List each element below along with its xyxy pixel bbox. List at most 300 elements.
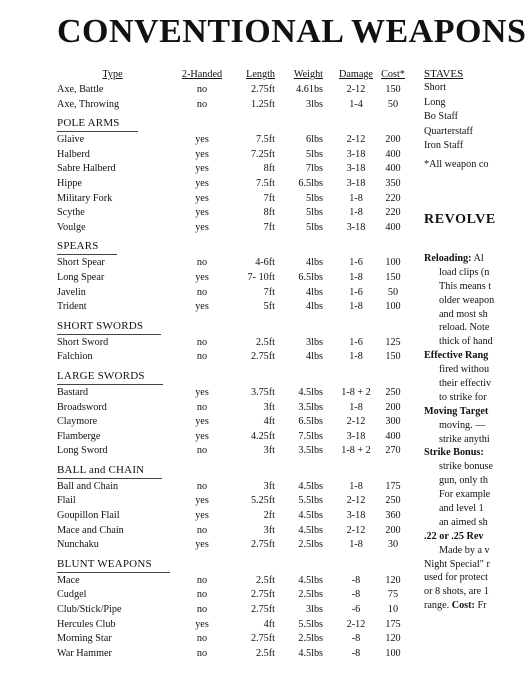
section-heading xyxy=(55,462,410,480)
cell-cost: 270 xyxy=(385,445,401,457)
cell-type: War Hammer xyxy=(57,647,112,659)
cell-type: Long Sword xyxy=(57,445,108,457)
revolvers-text-line xyxy=(424,433,499,447)
table-body xyxy=(55,83,410,661)
header-weight: Weight xyxy=(293,69,323,80)
cell-type: Halberd xyxy=(57,148,90,160)
cell-two-handed: yes xyxy=(195,207,209,219)
cell-length: 7ft xyxy=(263,286,275,298)
table-row xyxy=(55,256,410,271)
term-label: Cost: xyxy=(451,600,475,612)
cell-two-handed: no xyxy=(196,604,208,616)
revolvers-text-line xyxy=(424,544,499,558)
cell-type: Glaive xyxy=(57,134,85,146)
cell-damage: 1-8 xyxy=(349,351,363,363)
line-text: fired withou xyxy=(439,364,490,376)
cell-cost: 220 xyxy=(385,192,401,204)
weapons-table xyxy=(55,67,410,661)
cell-two-handed: yes xyxy=(195,539,209,551)
cell-damage: 3-18 xyxy=(346,430,366,442)
staves-item: Bo Staff xyxy=(424,111,459,123)
cell-two-handed: yes xyxy=(195,386,209,398)
cell-damage: 1-6 xyxy=(349,336,363,348)
cell-type: Ball and Chain xyxy=(57,480,119,492)
line-text: Made by a v xyxy=(439,544,490,556)
cell-two-handed: no xyxy=(196,589,208,601)
revolvers-text-line xyxy=(424,419,499,433)
table-row xyxy=(55,647,410,662)
revolvers-text-line xyxy=(424,571,499,585)
section-heading-label: POLE ARMS xyxy=(57,115,138,132)
cell-two-handed: yes xyxy=(195,495,209,507)
section-heading-label: BLUNT WEAPONS xyxy=(57,556,170,573)
cell-type: Bastard xyxy=(57,386,89,398)
cell-weight: 3.5lbs xyxy=(298,401,323,413)
cell-length: 4ft xyxy=(263,618,275,630)
cell-cost: 400 xyxy=(385,163,401,175)
cell-damage: 1-8 xyxy=(349,271,363,283)
revolvers-text-line xyxy=(424,363,499,377)
cell-cost: 250 xyxy=(385,495,401,507)
table-row xyxy=(55,98,410,113)
line-text: Night Special" r xyxy=(424,558,490,570)
table-row xyxy=(55,401,410,416)
cell-damage: 2-12 xyxy=(346,416,366,428)
table-row xyxy=(55,509,410,524)
cell-type: Nunchaku xyxy=(57,539,99,551)
table-row xyxy=(55,538,410,553)
cell-damage: -8 xyxy=(351,574,361,586)
cell-two-handed: no xyxy=(196,98,208,110)
cell-type: Short Sword xyxy=(57,336,109,348)
revolvers-text-line xyxy=(424,335,499,349)
cell-type: Axe, Battle xyxy=(57,84,104,95)
cell-weight: 4lbs xyxy=(306,286,323,298)
cell-length: 7.5ft xyxy=(256,134,275,146)
cell-type: Claymore xyxy=(57,416,98,428)
cell-damage: 2-12 xyxy=(346,495,366,507)
cell-cost: 300 xyxy=(385,416,401,428)
cell-length: 3.75ft xyxy=(250,386,275,398)
cell-length: 2.75ft xyxy=(250,351,275,363)
cell-two-handed: yes xyxy=(195,430,209,442)
table-row xyxy=(55,300,410,315)
section-heading xyxy=(55,556,410,574)
revolvers-text-line xyxy=(424,502,499,516)
line-text: older weapon xyxy=(439,294,495,306)
cell-cost: 250 xyxy=(385,386,401,398)
line-text: This means t xyxy=(439,280,492,292)
cell-cost: 150 xyxy=(385,84,401,95)
cell-length: 2ft xyxy=(263,510,275,522)
cell-length: 4ft xyxy=(263,416,275,428)
cell-type: Javelin xyxy=(57,286,86,298)
cell-weight: 4.61bs xyxy=(296,84,323,95)
cost-footnote: *All weapon co xyxy=(424,159,489,171)
table-row xyxy=(55,415,410,430)
cell-type: Long Spear xyxy=(57,271,105,283)
cell-length: 2.5ft xyxy=(256,336,275,348)
cell-two-handed: no xyxy=(196,336,208,348)
cell-weight: 5lbs xyxy=(306,192,323,204)
cell-length: 8ft xyxy=(263,207,275,219)
line-text: or 8 shots, are 1 xyxy=(424,586,489,598)
table-row xyxy=(55,603,410,618)
cell-damage: -8 xyxy=(351,647,361,659)
cell-length: 2.5ft xyxy=(256,647,275,659)
table-row xyxy=(55,574,410,589)
table-row xyxy=(55,430,410,445)
cell-cost: 150 xyxy=(385,351,401,363)
cell-cost: 100 xyxy=(385,257,401,269)
cell-length: 2.75ft xyxy=(250,604,275,616)
cell-type: Axe, Throwing xyxy=(57,98,120,110)
line-text: to strike for xyxy=(439,391,487,403)
cell-cost: 50 xyxy=(387,98,399,110)
line-text: strike anythi xyxy=(439,433,490,445)
revolvers-text xyxy=(424,252,499,613)
cell-damage: 1-8 xyxy=(349,301,363,313)
cell-type: Morning Star xyxy=(57,633,112,645)
cell-two-handed: yes xyxy=(195,301,209,313)
cell-two-handed: yes xyxy=(195,148,209,160)
cell-damage: 1-8 xyxy=(349,401,363,413)
revolvers-text-line xyxy=(424,349,499,363)
cell-weight: 6lbs xyxy=(306,134,323,146)
cell-two-handed: no xyxy=(196,574,208,586)
cell-length: 5ft xyxy=(263,301,275,313)
line-text: thick of hand xyxy=(439,336,493,348)
cell-cost: 400 xyxy=(385,148,401,160)
cell-type: Hippe xyxy=(57,177,82,189)
cell-cost: 120 xyxy=(385,633,401,645)
cell-damage: 1-8 xyxy=(349,207,363,219)
line-text: used for protect xyxy=(424,572,488,584)
cell-length: 3ft xyxy=(263,401,275,413)
cell-cost: 50 xyxy=(387,286,399,298)
cell-weight: 5lbs xyxy=(306,207,323,219)
line-text: an aimed sh xyxy=(439,516,488,528)
cell-weight: 4lbs xyxy=(306,351,323,363)
table-row xyxy=(55,286,410,301)
table-row xyxy=(55,632,410,647)
cell-length: 7.25ft xyxy=(250,148,275,160)
cell-weight: 2.5lbs xyxy=(298,633,323,645)
cell-weight: 6.5lbs xyxy=(298,177,323,189)
line-text: For example xyxy=(439,489,491,501)
cell-weight: 4.5lbs xyxy=(298,480,323,492)
cell-type: Sabre Halberd xyxy=(57,163,116,175)
cell-weight: 7.5lbs xyxy=(298,430,323,442)
table-row xyxy=(55,618,410,633)
cell-weight: 7lbs xyxy=(306,163,323,175)
cell-weight: 4.5lbs xyxy=(298,574,323,586)
section-heading xyxy=(55,115,410,133)
cell-length: 4.25ft xyxy=(250,430,275,442)
cell-cost: 360 xyxy=(385,510,401,522)
cell-cost: 175 xyxy=(385,480,401,492)
header-damage: Damage xyxy=(339,69,373,80)
line-text: range. xyxy=(424,600,452,612)
cell-type: Cudgel xyxy=(57,589,87,601)
cell-two-handed: yes xyxy=(195,177,209,189)
cell-damage: 3-18 xyxy=(346,221,366,233)
revolvers-text-line xyxy=(424,460,499,474)
revolvers-text-line xyxy=(424,446,499,460)
cell-weight: 3lbs xyxy=(306,98,323,110)
cell-damage: 3-18 xyxy=(346,510,366,522)
cell-cost: 400 xyxy=(385,430,401,442)
line-text: their effectiv xyxy=(439,378,492,390)
cell-damage: 1-8 xyxy=(349,192,363,204)
table-row xyxy=(55,524,410,539)
cell-type: Military Fork xyxy=(57,192,113,204)
line-text: strike bonuse xyxy=(439,461,494,473)
cell-length: 3ft xyxy=(263,524,275,536)
cell-two-handed: yes xyxy=(195,510,209,522)
revolvers-heading: REVOLVE xyxy=(424,212,496,227)
cell-damage: 1-4 xyxy=(349,98,363,110)
table-row xyxy=(55,494,410,509)
staves-item: Iron Staff xyxy=(424,139,464,151)
cell-damage: 2-12 xyxy=(346,618,366,630)
line-text: load clips (n xyxy=(439,266,490,278)
staves-item: Quarterstaff xyxy=(424,125,474,137)
table-row xyxy=(55,588,410,603)
cell-weight: 4lbs xyxy=(306,301,323,313)
revolvers-text-line xyxy=(424,308,499,322)
cell-two-handed: no xyxy=(196,445,208,457)
section-heading-label: BALL and CHAIN xyxy=(57,462,162,479)
cell-weight: 6.5lbs xyxy=(298,271,323,283)
cell-cost: 400 xyxy=(385,221,401,233)
cell-length: 7.5ft xyxy=(256,177,275,189)
cell-damage: 1-6 xyxy=(349,286,363,298)
cell-two-handed: yes xyxy=(195,134,209,146)
cell-damage: 1-8 + 2 xyxy=(341,386,371,398)
cell-weight: 4lbs xyxy=(306,257,323,269)
cell-type: Voulge xyxy=(57,221,86,233)
cell-cost: 200 xyxy=(385,524,401,536)
term-label: Reloading: xyxy=(424,253,472,264)
table-row xyxy=(55,386,410,401)
cell-two-handed: no xyxy=(196,84,208,95)
table-row xyxy=(55,221,410,236)
cell-type: Goupillon Flail xyxy=(57,510,120,522)
cell-length: 2.5ft xyxy=(256,574,275,586)
line-text: and level 1 xyxy=(439,503,484,515)
revolvers-text-line xyxy=(424,252,499,266)
revolvers-text-line xyxy=(424,516,499,530)
staves-heading: STAVES xyxy=(424,68,464,80)
cell-damage: -8 xyxy=(351,633,361,645)
line-text: moving. — xyxy=(439,419,486,431)
cell-cost: 125 xyxy=(385,336,401,348)
cell-length: 7- 10ft xyxy=(247,271,275,283)
revolvers-text-line xyxy=(424,266,499,280)
revolvers-text-line xyxy=(424,321,499,335)
cell-length: 1.25ft xyxy=(250,98,275,110)
section-heading xyxy=(55,238,410,256)
table-row xyxy=(55,336,410,351)
cell-weight: 5.5lbs xyxy=(298,495,323,507)
section-heading xyxy=(55,318,410,336)
cell-damage: 3-18 xyxy=(346,148,366,160)
cell-length: 4-6ft xyxy=(255,257,275,269)
section-heading xyxy=(55,368,410,386)
term-label: Moving Target xyxy=(424,405,489,417)
revolvers-text-line xyxy=(424,405,499,419)
cell-length: 7ft xyxy=(263,221,275,233)
cell-type: Short Spear xyxy=(57,257,105,269)
cell-cost: 220 xyxy=(385,207,401,219)
table-row xyxy=(55,177,410,192)
cell-cost: 200 xyxy=(385,134,401,146)
term-label: Effective Rang xyxy=(424,350,489,362)
revolvers-text-line xyxy=(424,585,499,599)
line-text: gun, only th xyxy=(439,475,488,487)
cell-weight: 5lbs xyxy=(306,148,323,160)
section-heading-label: LARGE SWORDS xyxy=(57,368,163,385)
cell-damage: 2-12 xyxy=(346,134,366,146)
cell-length: 2.75ft xyxy=(250,539,275,551)
cell-cost: 200 xyxy=(385,401,401,413)
revolvers-text-line xyxy=(424,530,499,544)
cell-two-handed: no xyxy=(196,633,208,645)
table-row xyxy=(55,162,410,177)
cell-two-handed: no xyxy=(196,647,208,659)
cell-two-handed: no xyxy=(196,480,208,492)
cell-weight: 4.5lbs xyxy=(298,524,323,536)
line-text: Al xyxy=(471,253,484,264)
cell-damage: -8 xyxy=(351,589,361,601)
cell-length: 3ft xyxy=(263,445,275,457)
table-row xyxy=(55,133,410,148)
cell-cost: 150 xyxy=(385,271,401,283)
cell-weight: 4.5lbs xyxy=(298,386,323,398)
cell-damage: 1-8 xyxy=(349,480,363,492)
cell-type: Mace xyxy=(57,574,80,586)
table-row xyxy=(55,83,410,98)
cell-damage: 3-18 xyxy=(346,177,366,189)
term-label: Strike Bonus: xyxy=(424,447,484,459)
revolvers-text-line xyxy=(424,391,499,405)
staves-item: Short xyxy=(424,82,447,94)
cell-cost: 10 xyxy=(387,604,399,616)
cell-weight: 3lbs xyxy=(306,336,323,348)
right-column xyxy=(424,67,499,612)
cell-length: 8ft xyxy=(263,163,275,175)
cell-cost: 120 xyxy=(385,574,401,586)
revolvers-text-line xyxy=(424,558,499,572)
cell-damage: 1-8 xyxy=(349,539,363,551)
cell-type: Hercules Club xyxy=(57,618,116,630)
cell-cost: 30 xyxy=(387,539,399,551)
cell-two-handed: yes xyxy=(195,416,209,428)
cell-cost: 100 xyxy=(385,647,401,659)
table-header-row xyxy=(55,67,410,83)
header-type: Type xyxy=(102,69,123,80)
cell-two-handed: no xyxy=(196,351,208,363)
cell-type: Flail xyxy=(57,495,76,507)
revolvers-text-line xyxy=(424,294,499,308)
cell-weight: 4.5lbs xyxy=(298,510,323,522)
cell-length: 2.75ft xyxy=(250,84,275,95)
cell-two-handed: no xyxy=(196,401,208,413)
cell-length: 3ft xyxy=(263,480,275,492)
header-cost: Cost* xyxy=(381,69,405,80)
cell-length: 7ft xyxy=(263,192,275,204)
cell-two-handed: no xyxy=(196,257,208,269)
cell-weight: 3lbs xyxy=(306,604,323,616)
line-text: reload. Note xyxy=(439,322,490,334)
staves-item: Long xyxy=(424,96,446,108)
cell-weight: 6.5lbs xyxy=(298,416,323,428)
term-label: .22 or .25 Rev xyxy=(424,530,484,542)
header-two-handed: 2-Handed xyxy=(181,69,223,80)
cell-weight: 5lbs xyxy=(306,221,323,233)
cell-two-handed: yes xyxy=(195,192,209,204)
section-heading-label: SPEARS xyxy=(57,238,117,255)
cell-two-handed: yes xyxy=(195,163,209,175)
cell-damage: 1-6 xyxy=(349,257,363,269)
cell-weight: 3.5lbs xyxy=(298,445,323,457)
cell-cost: 100 xyxy=(385,301,401,313)
cell-two-handed: yes xyxy=(195,618,209,630)
line-text: and most sh xyxy=(439,308,488,320)
cell-type: Broadsword xyxy=(57,401,107,413)
cell-type: Scythe xyxy=(57,207,85,219)
revolvers-text-line xyxy=(424,377,499,391)
cell-damage: 2-12 xyxy=(346,84,366,95)
cell-two-handed: yes xyxy=(195,221,209,233)
header-length: Length xyxy=(246,69,275,80)
cell-cost: 75 xyxy=(387,589,399,601)
cell-two-handed: no xyxy=(196,524,208,536)
revolvers-text-line xyxy=(424,599,499,613)
cell-two-handed: yes xyxy=(195,271,209,283)
table-row xyxy=(55,206,410,221)
line-text: Fr xyxy=(474,600,487,612)
cell-type: Flamberge xyxy=(57,430,101,442)
table-row xyxy=(55,480,410,495)
cell-weight: 5.5lbs xyxy=(298,618,323,630)
cell-damage: -6 xyxy=(351,604,361,616)
cell-damage: 3-18 xyxy=(346,163,366,175)
cell-length: 5.25ft xyxy=(250,495,275,507)
cell-type: Mace and Chain xyxy=(57,524,124,536)
table-row xyxy=(55,271,410,286)
page-title: CONVENTIONAL WEAPONS xyxy=(57,13,526,50)
cell-damage: 2-12 xyxy=(346,524,366,536)
cell-type: Falchion xyxy=(57,351,93,363)
cell-type: Club/Stick/Pipe xyxy=(57,604,122,616)
section-heading-label: SHORT SWORDS xyxy=(57,318,161,335)
cell-type: Trident xyxy=(57,301,87,313)
revolvers-text-line xyxy=(424,280,499,294)
table-row xyxy=(55,350,410,365)
table-row xyxy=(55,444,410,459)
cell-cost: 350 xyxy=(385,177,401,189)
cell-weight: 2.5lbs xyxy=(298,589,323,601)
revolvers-text-line xyxy=(424,474,499,488)
table-row xyxy=(55,192,410,207)
cell-two-handed: no xyxy=(196,286,208,298)
cell-length: 2.75ft xyxy=(250,633,275,645)
revolvers-text-line xyxy=(424,488,499,502)
cell-damage: 1-8 + 2 xyxy=(341,445,371,457)
cell-cost: 175 xyxy=(385,618,401,630)
